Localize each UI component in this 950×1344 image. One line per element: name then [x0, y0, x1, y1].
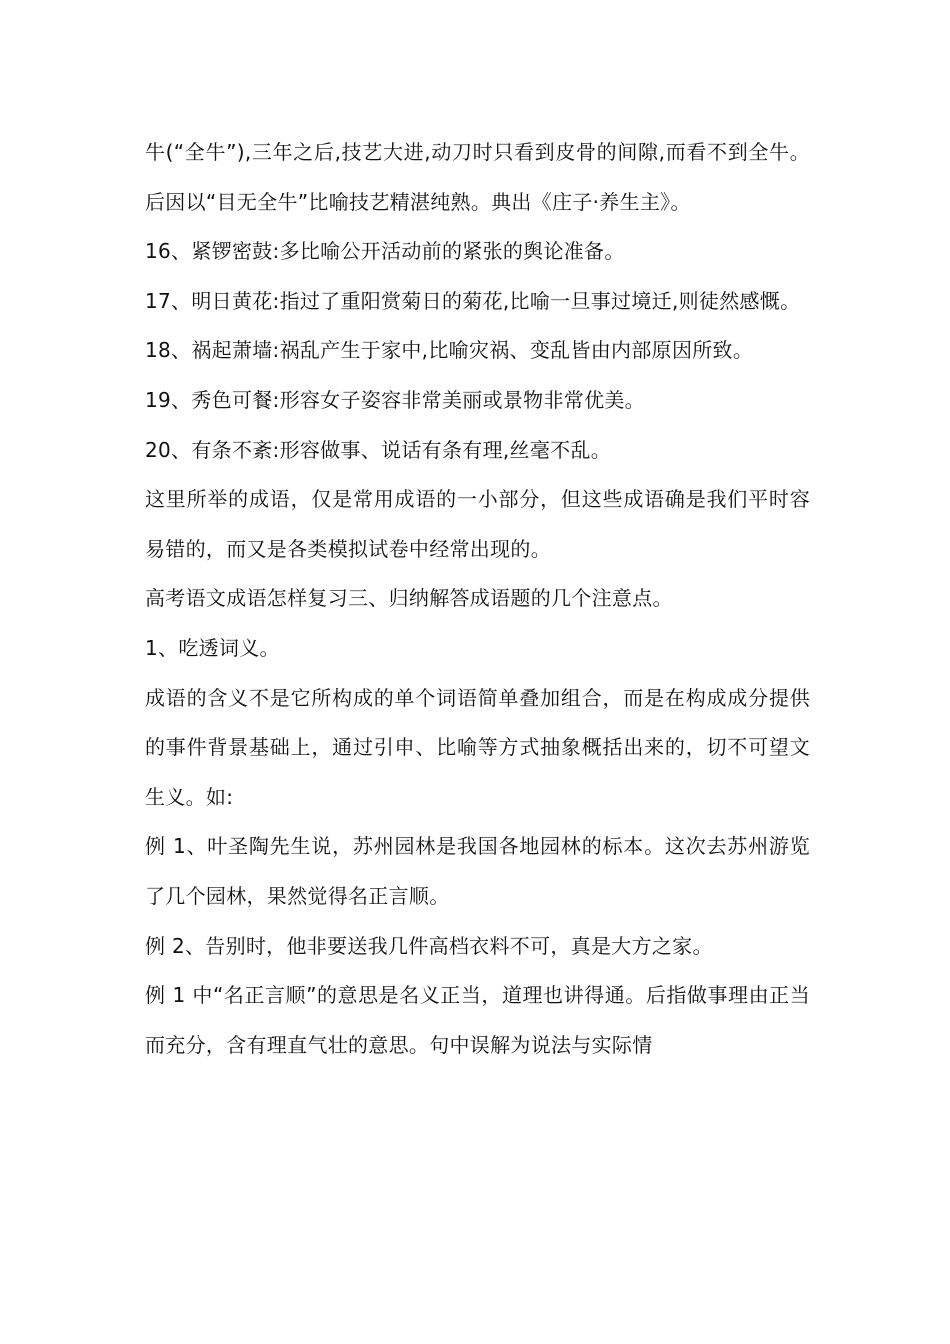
paragraph-example-1: 例 1、叶圣陶先生说，苏州园林是我国各地园林的标本。这次去苏州游览了几个园林，果然觉得名正言顺。: [145, 834, 810, 908]
paragraph-item-20: 20、有条不紊:形容做事、说话有条有理,丝毫不乱。: [145, 437, 612, 462]
section-heading: 高考语文成语怎样复习三、归纳解答成语题的几个注意点。: [145, 586, 673, 611]
paragraph-example-analysis: 例 1 中“名正言顺”的意思是名义正当，道理也讲得通。后指做事理由正当而充分，含有理直气壮的意思。句中误解为说法与实际情: [145, 983, 810, 1057]
document-body: [145, 128, 810, 1070]
paragraph-item-18: 18、祸起萧墙:祸乱产生于家中,比喻灾祸、变乱皆由内部原因所致。: [145, 338, 754, 363]
paragraph-item-19: 19、秀色可餐:形容女子姿容非常美丽或景物非常优美。: [145, 387, 645, 412]
paragraph-quan-niu: 牛(“全牛”),三年之后,技艺大进,动刀时只看到皮骨的间隙,而看不到全牛。后因以“目无全牛”比喻技艺精湛纯熟。典出《庄子·养生主》。: [145, 140, 810, 214]
paragraph-item-17: 17、明日黄花:指过了重阳赏菊日的菊花,比喻一旦事过境迁,则徒然感慨。: [145, 288, 801, 313]
paragraph-summary: 这里所举的成语，仅是常用成语的一小部分，但这些成语确是我们平时容易错的，而又是各类模拟试卷中经常出现的。: [145, 487, 810, 561]
paragraph-item-16: 16、紧锣密鼓:多比喻公开活动前的紧张的舆论准备。: [145, 239, 625, 264]
paragraph-explanation: 成语的含义不是它所构成的单个词语简单叠加组合，而是在构成成分提供的事件背景基础上，通过引申、比喻等方式抽象概括出来的，切不可望文生义。如:: [145, 685, 810, 809]
subheading-point-1: 1、吃透词义。: [145, 635, 280, 660]
paragraph-example-2: 例 2、告别时，他非要送我几件高档衣料不可，真是大方之家。: [145, 933, 713, 958]
